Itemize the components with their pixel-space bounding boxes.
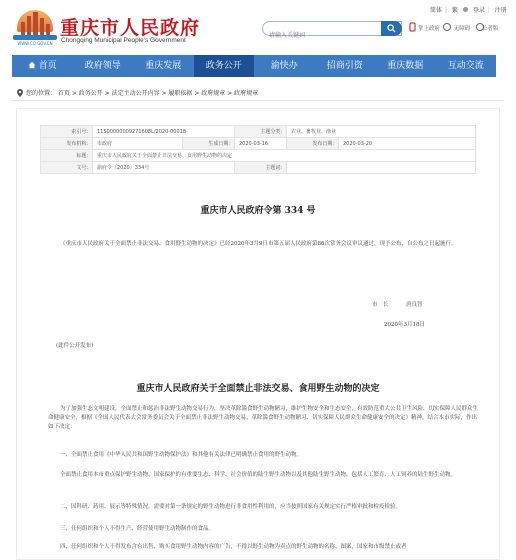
header xyxy=(0,0,516,54)
meta-key: 主题分类: xyxy=(235,126,287,138)
utility-links xyxy=(418,24,505,32)
meta-value: 渝府令〔2020〕334号 xyxy=(93,162,235,174)
decision-paragraph: 二、因科研、药用、展示等特殊情况，需要对第一条规定的野生动物进行非食用性利用的，应当按照国家有关规定实行严格审批和检疫检验。 xyxy=(60,504,402,510)
logo-water xyxy=(13,35,57,40)
content-panel xyxy=(16,108,500,560)
site-title[interactable]: 重庆市人民政府 xyxy=(60,17,201,39)
top-links: 简体 | 繁 登录 | 注册 xyxy=(430,7,507,14)
decision-paragraph: 为了加强生态文明建设，全面禁止和惩治非法野生动物交易行为，坚决革除滥食野生动物陋习，维护生物安全和生态安全，有效防范重大公共卫生风险，切实保障人民群众生命健康安全，根据《全国人民代表大会常务委员会关于全面禁止非法野生动物交易、革除滥食野生动物陋习、切实保障人民群众生命健康安全的决定》精神，结合本市实际，作出如下决定： xyxy=(48,406,479,430)
meta-key: 发布日期: xyxy=(287,138,339,150)
nav-home[interactable] xyxy=(12,55,73,77)
main-nav xyxy=(12,55,496,77)
nav-yukuaiban[interactable]: 渝快办 xyxy=(270,61,298,71)
nav-development[interactable]: 重庆发展 xyxy=(145,61,182,71)
meta-value: 重庆市人民政府关于全面禁止非法交易、食用野生动物的决定 xyxy=(93,150,476,162)
search-button[interactable] xyxy=(381,21,402,36)
user-icon xyxy=(463,7,468,12)
meta-key: 发布机构: xyxy=(41,138,93,150)
document-meta-table xyxy=(40,125,476,174)
decision-title: 重庆市人民政府关于全面禁止非法交易、食用野生动物的决定 xyxy=(136,384,380,394)
meta-key: 索引号: xyxy=(41,126,93,138)
link-register[interactable]: 注册 xyxy=(494,7,507,14)
meta-value: 市政府 xyxy=(93,138,183,150)
signature-date: 2020年3月18日 xyxy=(384,322,425,328)
logo-building xyxy=(40,18,44,36)
meta-row xyxy=(41,126,476,138)
nav-data[interactable]: 重庆数据 xyxy=(387,61,424,71)
mobile-icon xyxy=(410,23,415,31)
link-elder[interactable]: 长者版 xyxy=(482,26,499,32)
meta-key: 文号: xyxy=(41,162,93,174)
divider xyxy=(12,100,504,101)
logo-url-text: WWW.CQ.GOV.CN xyxy=(17,41,53,46)
logo-building xyxy=(33,12,38,36)
meta-value xyxy=(287,162,476,174)
link-mobile-gov[interactable]: 掌上政府 xyxy=(418,26,441,32)
meta-row xyxy=(41,138,476,150)
publication-note: (此件公开发布) xyxy=(56,343,94,349)
signature-name: 唐良智 xyxy=(406,302,423,308)
meta-key: 生成日期: xyxy=(183,138,235,150)
meta-value: 农业、畜牧业、渔业 xyxy=(287,126,476,138)
breadcrumb xyxy=(17,88,258,97)
meta-row xyxy=(41,162,476,174)
logo-building xyxy=(21,22,25,36)
nav-interaction[interactable]: 互动交流 xyxy=(447,61,484,71)
decision-paragraph: 四、任何组织和个人不得发布含有出售、购买食用野生动物内容的广告，不得以野生动物为卖点的野生动物的名称、图案，国家和市级禁止或者 xyxy=(60,544,407,550)
nav-investment[interactable]: 招商引资 xyxy=(326,61,363,71)
intro-paragraph: 《重庆市人民政府关于全面禁止非法交易、食用野生动物的决定》已经2020年3月9日市第五届人民政府第86次常务会议审议通过，现予公布，自公布之日起施行。 xyxy=(60,241,457,247)
link-login[interactable]: 登录 xyxy=(472,7,485,14)
meta-value: 11500000009271608L/2020-00018 xyxy=(93,126,235,138)
site-logo[interactable] xyxy=(13,8,57,46)
nav-leaders[interactable]: 政府领导 xyxy=(84,61,121,71)
link-accessibility[interactable]: 无障碍 xyxy=(453,26,471,32)
logo-building xyxy=(27,16,31,36)
home-icon xyxy=(28,61,36,69)
search-input[interactable] xyxy=(269,29,385,42)
decision-paragraph: 一、全面禁止食用《中华人民共和国野生动物保护法》和其他有关法律已明确禁止食用的野生动物。 xyxy=(60,452,303,458)
breadcrumb-text[interactable]: 您的位置： 首页 > 政务公开 > 法定主动公开内容 > 履职依据 > 政府规章 > 政府规章 xyxy=(26,90,259,97)
location-pin-icon xyxy=(17,89,23,97)
signature-role: 市 长 xyxy=(372,302,389,308)
decision-paragraph: 全面禁止食用本市重点保护野生动物、国家保护的有重要生态、科学、社会价值的陆生野生动物以及其他陆生野生动物，包括人工繁育、人工饲养的陆生野生动物。 xyxy=(60,472,457,478)
meta-key: 主题词: xyxy=(235,162,287,174)
document-title: 重庆市人民政府令第 334 号 xyxy=(200,206,316,216)
site-subtitle: Chongqing Municipal People's Government xyxy=(61,37,186,44)
meta-value: 2020-03-20 xyxy=(339,138,476,150)
nav-label: 首页 xyxy=(38,61,57,71)
link-simplified[interactable]: 简体 xyxy=(430,7,443,14)
decision-paragraph: 三、任何组织和个人不得生产、经营使用野生动物制作的食品。 xyxy=(60,526,215,532)
link-traditional[interactable]: 繁 xyxy=(451,7,458,14)
meta-key: 标题: xyxy=(41,150,93,162)
search-icon xyxy=(387,24,396,33)
nav-gov-affairs[interactable]: 政务公开 xyxy=(194,55,255,77)
meta-row xyxy=(41,150,476,162)
meta-value: 2020-03-16 xyxy=(235,138,287,150)
